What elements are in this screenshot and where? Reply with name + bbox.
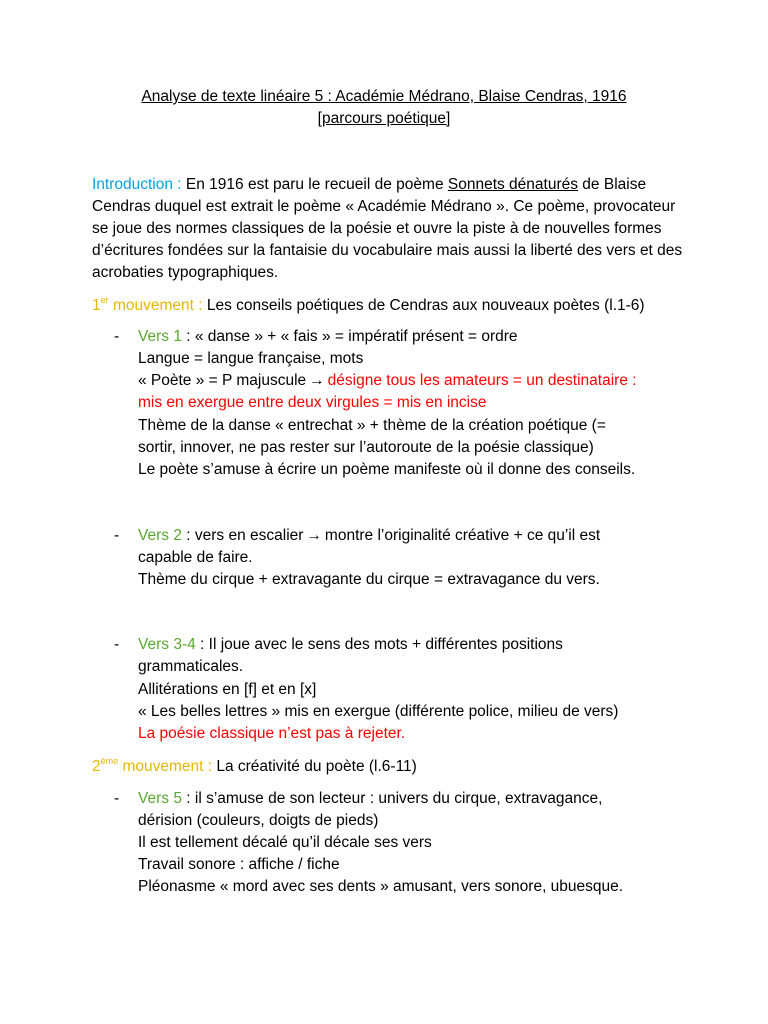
bullet-dash: -	[114, 636, 120, 653]
introduction-label: Introduction :	[92, 176, 182, 193]
vers5-line2: dérision (couleurs, doigts de pieds)	[138, 812, 379, 829]
bullet-dash: -	[114, 328, 120, 345]
vers1-text3: « Poète » = P majuscule	[138, 372, 307, 389]
vers1-line4: mis en exergue entre deux virgules = mis en incise	[138, 394, 487, 411]
introduction-text-before: En 1916 est paru le recueil de poème	[181, 176, 448, 193]
vers34-line4: « Les belles lettres » mis en exergue (différente police, milieu de vers)	[138, 703, 619, 720]
bullet-dash: -	[114, 790, 120, 807]
vers1-line6: sortir, innover, ne pas rester sur l’autoroute de la poésie classique)	[138, 439, 594, 456]
vers1-line7: Le poète s’amuse à écrire un poème manifeste où il donne des conseils.	[138, 461, 636, 478]
bullet-dash: -	[114, 527, 120, 544]
arrow-right-icon: →	[309, 372, 325, 389]
vers2-line2: capable de faire.	[138, 549, 253, 566]
vers1-line1	[138, 328, 518, 346]
mouvement1-label: mouvement :	[108, 297, 203, 314]
mouvement2-label: mouvement :	[118, 758, 213, 775]
mouvement2-sup: ème	[100, 756, 119, 766]
vers2-text1-after: montre l’originalité créative + ce qu’il est	[324, 527, 601, 544]
introduction-text-after: de Blaise Cendras duquel est extrait le poème « Académie Médrano ». Ce poème, provocateur se joue des normes classiques de la poésie et ouvre la piste à de nouvelles formes d’écritures fondées sur la fantaisie du vocabulaire mais aussi la liberté des vers et des acrobaties typographiques.	[92, 176, 683, 281]
mouvement1-number: 1	[92, 297, 101, 314]
mouvement1-text: Les conseils poétiques de Cendras aux nouveaux poètes (l.1-6)	[202, 297, 645, 314]
mouvement1-sup: er	[100, 295, 109, 305]
vers2-text1: : vers en escalier	[181, 527, 304, 544]
vers5-text1: : il s’amuse de son lecteur : univers du cirque, extravagance,	[181, 790, 603, 807]
vers5-line5: Pléonasme « mord avec ses dents » amusant, vers sonore, ubuesque.	[138, 878, 624, 895]
document-title-line2: [parcours poétique]	[317, 110, 451, 127]
book-title: Sonnets dénaturés	[447, 176, 578, 193]
vers1-line2: Langue = langue française, mots	[138, 350, 364, 367]
vers1-line3	[138, 372, 637, 390]
vers34-line1	[138, 636, 563, 654]
introduction-paragraph	[92, 174, 692, 284]
vers1-red-text1: désigne tous les amateurs = un destinataire :	[327, 372, 637, 389]
vers34-line2: grammaticales.	[138, 658, 244, 675]
vers5-line1	[138, 790, 602, 808]
document-title-line1: Analyse de texte linéaire 5 : Académie Médrano, Blaise Cendras, 1916	[141, 88, 627, 105]
arrow-right-icon: →	[306, 527, 322, 544]
mouvement2-text: La créativité du poète (l.6-11)	[212, 758, 417, 775]
vers34-line3: Allitérations en [f] et en [x]	[138, 681, 317, 698]
vers5-label: Vers 5	[138, 790, 182, 807]
vers34-text1: : Il joue avec le sens des mots + différentes positions	[195, 636, 563, 653]
vers34-line5: La poésie classique n’est pas à rejeter.	[138, 725, 406, 742]
vers2-label: Vers 2	[138, 527, 182, 544]
vers1-text1: : « danse » + « fais » = impératif présent = ordre	[181, 328, 518, 345]
vers2-line3: Thème du cirque + extravagante du cirque = extravagance du vers.	[138, 571, 600, 588]
vers1-label: Vers 1	[138, 328, 182, 345]
vers1-line5: Thème de la danse « entrechat » + thème de la création poétique (=	[138, 417, 606, 434]
vers2-line1	[138, 527, 600, 545]
mouvement2-heading	[92, 758, 417, 776]
vers5-line4: Travail sonore : affiche / fiche	[138, 856, 340, 873]
vers34-label: Vers 3-4	[138, 636, 196, 653]
vers5-line3: Il est tellement décalé qu’il décale ses vers	[138, 834, 432, 851]
mouvement2-number: 2	[92, 758, 101, 775]
mouvement1-heading	[92, 297, 645, 315]
